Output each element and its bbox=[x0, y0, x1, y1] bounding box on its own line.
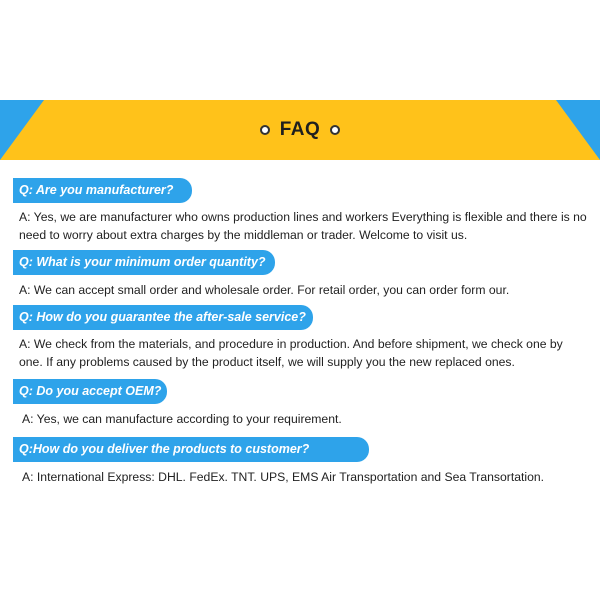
faq-question-2: Q: What is your minimum order quantity? bbox=[13, 250, 275, 275]
faq-answer-1: A: Yes, we are manufacturer who owns production lines and workers Everything is flexible and there is no need to worry about extra charges by the middleman or trader. Welcome to visit us. bbox=[19, 210, 587, 242]
faq-question-4: Q: Do you accept OEM? bbox=[13, 379, 167, 404]
banner-title-group bbox=[0, 100, 600, 160]
faq-banner bbox=[0, 100, 600, 160]
faq-question-1: Q: Are you manufacturer? bbox=[13, 178, 192, 203]
bullet-dot-icon bbox=[260, 125, 270, 135]
faq-answer-5: A: International Express: DHL. FedEx. TNT. UPS, EMS Air Transportation and Sea Transortation. bbox=[22, 470, 545, 484]
faq-answer-3: A: We check from the materials, and procedure in production. And before shipment, we check one by one. If any problems caused by the product itself, we will supply you the new replaced ones. bbox=[19, 337, 563, 369]
faq-question-3: Q: How do you guarantee the after-sale service? bbox=[13, 305, 313, 330]
bullet-dot-icon bbox=[330, 125, 340, 135]
faq-answer-2: A: We can accept small order and wholesale order. For retail order, you can order form our. bbox=[19, 283, 510, 297]
page-title: FAQ bbox=[279, 119, 321, 140]
faq-question-5: Q:How do you deliver the products to customer? bbox=[13, 437, 369, 462]
faq-answer-4: A: Yes, we can manufacture according to your requirement. bbox=[22, 412, 342, 426]
